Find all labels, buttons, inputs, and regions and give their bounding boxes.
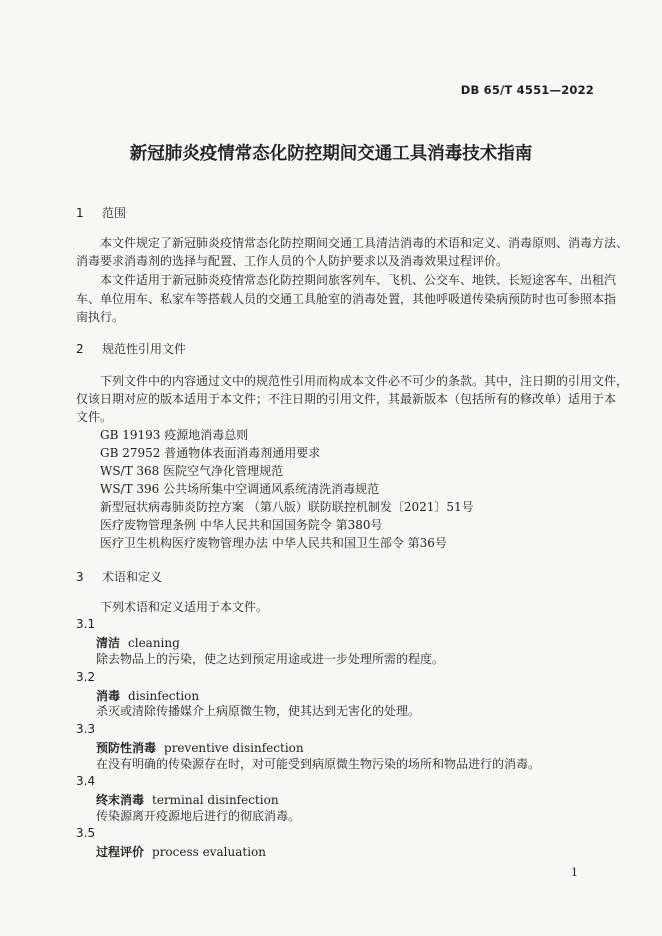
- term-zh: 清洁: [96, 636, 121, 650]
- term-en: terminal disinfection: [152, 793, 279, 807]
- paragraph-line: 消毒要求消毒剂的选择与配置、工作人员的个人防护要求以及消毒效果过程评价。: [76, 254, 509, 268]
- paragraph-line: 下列文件中的内容通过文中的规范性引用而构成本文件必不可少的条款。其中，注日期的引用文件，: [100, 374, 629, 388]
- section-heading-terms: [76, 568, 162, 585]
- term-definition: 除去物品上的污染，使之达到预定用途或进一步处理所需的程度。: [96, 652, 445, 666]
- paragraph-line: 仅该日期对应的版本适用于本文件；不注日期的引用文件，其最新版本（包括所有的修改单）适用于本: [76, 392, 617, 406]
- term-zh: 预防性消毒: [96, 741, 157, 755]
- section-number: 2: [76, 342, 84, 356]
- term-zh: 过程评价: [96, 845, 145, 859]
- term-zh: 消毒: [96, 689, 121, 703]
- term-definition: 传染源离开疫源地后进行的彻底消毒。: [96, 809, 301, 823]
- paragraph-line: 本文件规定了新冠肺炎疫情常态化防控期间交通工具清洁消毒的术语和定义、消毒原则、消毒方法、: [100, 236, 629, 250]
- reference-item: 医疗卫生机构医疗废物管理办法 中华人民共和国卫生部令 第36号: [100, 536, 447, 550]
- term-number: 3.2: [76, 670, 96, 684]
- section-title: 范围: [102, 206, 127, 220]
- reference-item: GB 27952 普通物体表面消毒剂通用要求: [100, 446, 321, 460]
- term-heading: [96, 843, 266, 860]
- term-number: 3.5: [76, 826, 96, 840]
- term-en: disinfection: [128, 689, 200, 703]
- term-en: process evaluation: [152, 845, 266, 859]
- reference-item: WS/T 368 医院空气净化管理规范: [100, 464, 284, 478]
- term-zh: 终末消毒: [96, 793, 145, 807]
- paragraph-line: 文件。: [76, 410, 113, 424]
- paragraph-line: 下列术语和定义适用于本文件。: [100, 600, 269, 614]
- reference-item: GB 19193 疫源地消毒总则: [100, 428, 249, 442]
- term-definition: 杀灭或清除传播媒介上病原微生物，使其达到无害化的处理。: [96, 704, 421, 718]
- term-number: 3.4: [76, 774, 96, 788]
- section-number: 3: [76, 570, 84, 584]
- section-heading-scope: [76, 204, 126, 221]
- section-number: 1: [76, 206, 84, 220]
- page-number: 1: [571, 866, 578, 879]
- term-number: 3.1: [76, 617, 96, 631]
- document-title: 新冠肺炎疫情常态化防控期间交通工具消毒技术指南: [129, 144, 533, 164]
- paragraph-line: 车、单位用车、私家车等搭载人员的交通工具舱室的消毒处置，其他呼吸道传染病预防时也可参照本指: [76, 292, 617, 306]
- section-title: 术语和定义: [102, 570, 163, 584]
- document-number: DB 65/T 4551—2022: [460, 83, 594, 97]
- term-en: cleaning: [128, 636, 180, 650]
- reference-item: 医疗废物管理条例 中华人民共和国国务院令 第380号: [100, 518, 383, 532]
- reference-item: WS/T 396 公共场所集中空调通风系统清洗消毒规范: [100, 482, 380, 496]
- term-definition: 在没有明确的传染源存在时，对可能受到病原微生物污染的场所和物品进行的消毒。: [96, 757, 541, 771]
- paragraph-line: 南执行。: [76, 310, 125, 324]
- term-number: 3.3: [76, 722, 96, 736]
- reference-item: 新型冠状病毒肺炎防控方案 （第八版）联防联控机制发〔2021〕51号: [100, 500, 474, 514]
- term-en: preventive disinfection: [164, 741, 304, 755]
- paragraph-line: 本文件适用于新冠肺炎疫情常态化防控期间旅客列车、飞机、公交车、地铁、长短途客车、出租汽: [100, 273, 617, 287]
- section-heading-normative-references: [76, 340, 186, 357]
- section-title: 规范性引用文件: [102, 342, 187, 356]
